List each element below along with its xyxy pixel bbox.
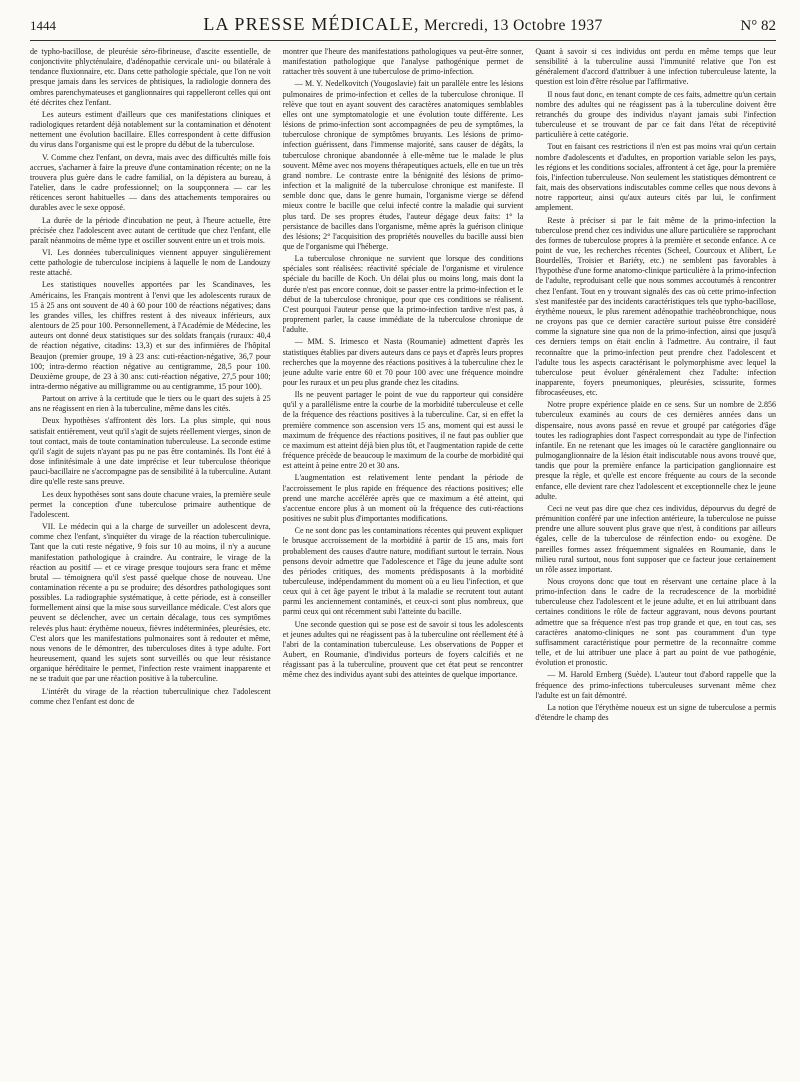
- paragraph: L'intérêt du virage de la réaction tuberculinique chez l'adolescent comme chez l'enfant est donc de: [30, 686, 271, 706]
- paragraph: — M. Harold Ernberg (Suède). L'auteur tout d'abord rappelle que la fréquence des primo-infections tuberculeuses survenant même chez l'adulte est un fait démontré.: [535, 670, 776, 700]
- text-column-3: [535, 47, 776, 1073]
- paragraph: Quant à savoir si ces individus ont perdu en même temps que leur sensibilité à la tuberculine aussi l'immunité relative que l'on est généralement d'accord d'attribuer à une infection tuberculeuse latente, la question est loin d'être résolue par l'affirmative.: [535, 47, 776, 87]
- paragraph: Nous croyons donc que tout en réservant une certaine place à la primo-infection dans le cadre de la recrudescence de la morbidité tuberculeuse chez l'adolescent et le jeune adulte, et en lui attribuant dans certaines conditions le rôle de facteur aggravant, nous devons pourtant admettre que sa fréquence n'est pas trop grande et que, en tout cas, ses caractères anatomo-cliniques ne sont pas couramment d'un type suffisamment caractéristique pour permettre de la reconnaître comme telle, et de lui attribuer une place à part au point de vue pathogénie, évolution et pronostic.: [535, 576, 776, 668]
- paragraph: VII. Le médecin qui a la charge de surveiller un adolescent devra, comme chez l'enfant, s'inquiéter du virage de la réaction tuberculinique. Tant que la cuti reste négative, 9 fois sur 10 au moins, il n'y a aucune manifestation pathologique à craindre. Au contraire, le virage de la réaction au positif — et ce virage presque toujours sera franc et même brutal — témoignera qu'il s'est passé quelque chose de nouveau. Une contamination récente a pu se produire; des désordres pathologiques sont possibles. La radiographie systématique, à cette période, est à conseiller formellement ainsi que la mise sous surveillance médicale. C'est alors que peuvent se déclencher, avec un certain décalage, tous ces symptômes relevés plus haut: érythème noueux, fièvres indéterminées, pleurésies, etc. C'est alors que les manifestations pulmonaires sont à redouter et même, nous venons de le démontrer, des tuberculoses dites à type adulte. Fort heureusement, quand les sujets sont surveillés ou que leur résistance organique héréditaire le permet, l'infection reste vraiment inapparente et ne se traduit que par une réaction positive à la tuberculine.: [30, 522, 271, 684]
- paragraph: Ceci ne veut pas dire que chez ces individus, dépourvus du degré de prémunition conféré par une infection antérieure, la tuberculose ne puisse prendre une allure souvent plus grave que n'est, à conditions par ailleurs égales, celle de la tuberculose de réinfection endo- ou exogène. De pareilles formes assez fréquemment signalées en Roumanie, dans le milieu rural surtout, nous font supposer que ce facteur joue certainement un rôle assez important.: [535, 503, 776, 574]
- paragraph: Partout on arrive à la certitude que le tiers ou le quart des sujets à 25 ans ne réagissent en rien à la tuberculine, même dans les cités.: [30, 394, 271, 414]
- article-columns: [30, 47, 776, 1073]
- paragraph: Deux hypothèses s'affrontent dès lors. La plus simple, qui nous satisfait entièrement, veut qu'il s'agit de sujets réellement vierges, sinon de tout contact, mais de toute contamination tuberculeuse. La seconde estime qu'il s'agit de sujets n'ayant pas pu ne pas être contaminés. Ils l'ont été à dose infinitésimale à une date imprécise et leur tuberculose théorique pauci-bacillaire ne s'accompagne pas de sensibilité à la tuberculine. Autant dire qu'elle reste sans preuve.: [30, 416, 271, 487]
- paragraph: La tuberculose chronique ne survient que lorsque des conditions spéciales sont réalisées: réactivité spéciale de l'organisme et virulence spéciale du bacille de Koch. Un délai plus ou moins long, mais dont la durée n'est pas encore connue, doit se passer entre la primo-infection et le début de la tuberculose chronique, pour que ces conditions se réalisent. C'est pourquoi l'auteur pense que la primo-infection tardive n'est pas, à proprement parler, la cause immédiate de la tuberculose chronique de l'adulte.: [282, 254, 524, 335]
- masthead: [90, 14, 716, 35]
- paragraph: V. Comme chez l'enfant, on devra, mais avec des difficultés mille fois accrues, s'acharner à faire la preuve d'une contamination récente; on ne la trouvera plus guère dans le cadre familial, on la dépistera au bureau, à l'atelier, dans le cadre professionnel; on la soupçonnera — car les réticences seront habituelles — dans des attachements temporaires ou durables avec le sexe opposé.: [30, 152, 271, 213]
- paragraph: Une seconde question qui se pose est de savoir si tous les adolescents et jeunes adultes qui ne réagissent pas à la tuberculine ont réellement été à l'abri de la contamination tuberculeuse. Les observations de Popper et Aubert, en Roumanie, d'individus porteurs de foyers calcifiés et ne réagissant pas à la tuberculine, prouvent que cet état peut se rencontrer même chez des individus ayant subi des atteintes de quelque importance.: [282, 619, 524, 680]
- paragraph: VI. Les données tuberculiniques viennent appuyer singulièrement cette pathologie de tuberculose incipiens à laquelle le nom de Landouzy reste attaché.: [30, 247, 271, 278]
- paragraph: montrer que l'heure des manifestations pathologiques va peut-être sonner, manifestation pathologique que l'analyse pathogénique permet de rattacher très souvent à une tuberculose de primo-infection.: [282, 47, 524, 77]
- paragraph: La notion que l'érythème noueux est un signe de tuberculose a permis d'étendre le champ des: [535, 702, 776, 722]
- issue-date: Mercredi, 13 Octobre 1937: [423, 17, 603, 34]
- text-column-1: [30, 47, 271, 1073]
- journal-title: LA PRESSE MÉDICALE,: [203, 14, 420, 34]
- paragraph: — MM. S. Irimesco et Nasta (Roumanie) admettent d'après les statistiques établies par divers auteurs dans ce pays et d'après leurs propres recherches que la moyenne des réactions positives à la tuberculine chez le jeune adulte varie entre 60 et 70 pour 100 avec une fréquence moindre pour les ruraux et un peu plus grande chez les citadins.: [282, 337, 524, 387]
- paragraph: de typho-bacillose, de pleurésie séro-fibrineuse, d'ascite essentielle, de conjonctivite phlycténulaire, d'adénopathie cervicale uni- ou bilatérale à tendance fluxionnaire, etc. Dans cette pathologie spéciale, que l'on ne voit presque jamais dans les services de phtisiques, la radiologie donnera des ombres parenchymateuses et ganglionnaires qui rappelleront celles qui ont été décrites chez l'enfant.: [30, 47, 271, 107]
- paragraph: Les auteurs estiment d'ailleurs que ces manifestations cliniques et radiologiques retardent déjà notablement sur la contamination et dénotent nettement une évolution bacillaire. Elles correspondent à cette diffusion du virus dans l'organisme qui est le propre du début de la tuberculose.: [30, 109, 271, 150]
- text-column-2: [283, 47, 524, 1073]
- page-number: 1444: [30, 18, 56, 33]
- paragraph: Reste à préciser si par le fait même de la primo-infection la tuberculose prend chez ces individus une allure particulière se rapprochant des formes de tuberculose propres à la première et seconde enfance. A ce point de vue, les recherches récentes (Scheel, Courcoux et Alibert, Le Bourdellès, Troisier et Bariéty, etc.) ne semblent pas favorables à l'hypothèse d'une forme anatomo-clinique particulière à la primo-infection de l'adulte, reproduisant celle que nous sommes accoutumés à rencontrer chez l'enfant. Tout en y trouvant signalés des cas où cette primo-infection s'est manifestée par des incidents caractéristiques tels que typho-bacillose, érythème noueux, le plus rarement adénopathie trachéobronchique, nous ne croyons pas que ce dernier caractère surtout puisse être considéré comme la signature sine qua non de la primo-infection, ainsi que jusqu'à ces derniers temps on était enclin à l'admettre. Au contraire, il faut reconnaître que la primo-infection peut prendre chez l'adolescent et l'adulte tous les aspects caractérisant le polymorphisme avec lequel la tuberculose peut évoluer généralement chez l'adulte: infection inapparente, foyers pneumoniques, pleurésies, scissurite, formes fibrocaséeuses, etc.: [535, 215, 776, 398]
- paragraph: Les statistiques nouvelles apportées par les Scandinaves, les Américains, les Français montrent à l'envi que les adolescents ruraux de 15 à 25 ans ont souvent de 40 à 60 pour 100 de réactions négatives; dans les grandes villes, les chiffres restent à des niveaux inférieurs, aux alentours de 25 pour 100. Personnellement, à l'Académie de Médecine, les auteurs ont donné deux statistiques sur des soldats français (ruraux: 40,4 de réaction négative, citadins: 13,3) et sur des infirmières de l'hôpital Beaujon (premier groupe, 19 à 23 ans: cuti-réaction-négative, 36,7 pour 100; intra-dermo réaction négative au centigramme, 28,5 pour 100. Deuxième groupe, de 23 à 30 ans: cuti-réaction négative, 27,5 pour 100; intra-dermo négative au milligramme ou au centigramme, 15 pour 100).: [30, 280, 271, 391]
- paragraph: Tout en faisant ces restrictions il n'en est pas moins vrai qu'un certain nombre d'adolescents et d'adultes, en proportion variable selon les pays, les régions et les conditions sociales, affrontent à cet âge, pour la première fois, l'infection tuberculeuse. Non seulement les statistiques démontrent ce fait, mais des observations indiscutables comme celles que nous devons à notre rapporteur, ainsi qu'aux auteurs cités par lui, le confirment amplement.: [535, 142, 776, 213]
- page-header: [30, 14, 776, 41]
- paragraph: — M. Y. Nedelkovitch (Yougoslavie) fait un parallèle entre les lésions pulmonaires de primo-infection et celles de la tuberculose chronique. Il relève que tout en ayant souvent des caractères anatomiques semblables elles ont une symptomatologie et une évolution toute différente. Les lésions de primo-infection sont accompagnées de peu de symptômes, la tuberculose chronique de symptômes bruyants. Les lésions de primo-infection guérissent, dans l'immense majorité, sans causer de dégâts, la tuberculose chronique abandonnée à elle-même tue le malade le plus souvent. Même avec nos moyens thérapeutiques actuels, elle en tue un très grand nombre. Le contraste entre la bénignité des lésions de primo-infection et la malignité de la tuberculose chronique est manifeste. Il semble donc que, dans le genre humain, l'organisme vierge se défend mieux contre le bacille que celui infecté contre la maladie qui survient plus tard. De ses propres études, l'auteur dégage deux faits: 1° la persistance de bacilles dans l'organisme, même après la guérison clinique des lésions; 2° l'acquisition des propriétés nouvelles du bacille aussi bien que de l'organisme qui l'héberge.: [282, 79, 524, 251]
- paragraph: Ils ne peuvent partager le point de vue du rapporteur qui considère qu'il y a parallélisme entre la courbe de la morbidité tuberculeuse et celle de la fréquence des réactions positives à la tuberculine. Car, si en effet la première commence son ascension vers 15 ans, moment qui est aussi le maximum de fréquence des réactions positives, il ne faut pas oublier que ce maximum est atteint déjà bien plus tôt, et l'augmentation rapide de cette fréquence précède de beaucoup le maximum de la courbe de morbidité qui est atteint à peine entre 20 et 30 ans.: [282, 390, 524, 471]
- paragraph: L'augmentation est relativement lente pendant la période de l'accroissement le plus rapide en fréquence des réactions positives; elle prend une marche accélérée après que ce maximum a été atteint, qui s'accentue encore plus à un moment où la fréquence des cuti-réactions positives ne subit plus d'importantes modifications.: [282, 473, 524, 524]
- paragraph: La durée de la période d'incubation ne peut, à l'heure actuelle, être précisée chez l'adolescent avec autant de certitude que chez l'enfant, elle paraît néanmoins de même type et osciller souvent entre un et trois mois.: [30, 215, 271, 245]
- paragraph: Ce ne sont donc pas les contaminations récentes qui peuvent expliquer le brusque accroissement de la morbidité à partir de 15 ans, mais fort probablement des causes d'autre nature, modifiant surtout le terrain. Nous pensons devoir admettre que l'adolescence et l'âge du jeune adulte sont des périodes critiques, des moments prédisposants à la morbidité tuberculeuse, indépendamment du moment où a eu lieu l'infection, et que ceux qui à cet âge payent le tribut à la maladie se recrutent tout autant parmi les anciennement contaminés, et ceux-ci sont plus nombreux, que parmi ceux qui ont récemment subi l'atteinte du bacille.: [282, 526, 524, 617]
- paragraph: Il nous faut donc, en tenant compte de ces faits, admettre qu'un certain nombre des adultes qui ne réagissent pas à la tuberculine doivent être retranchés du groupe des individus n'ayant jamais subi l'infection tuberculeuse et se trouvant de par ce fait dans l'état de réceptivité particulière à cette catégorie.: [535, 89, 776, 140]
- paragraph: Notre propre expérience plaide en ce sens. Sur un nombre de 2.856 tuberculeux examinés au cours de ces dernières années dans un dispensaire, nous avons passé en revue et groupé par catégories d'âge toutes les radiographies dont l'aspect correspondait au type de l'infection infantile. En ne retenant que les images où le caractère ganglionnaire ou pulmoganglionnaire de la lésion était indiscutable nous avons trouvé que, tandis que pour la première enfance la participation ganglionnaire est presque la règle, et qu'elle est encore fréquente au cours de la seconde enfance, elle devient rare chez l'adolescent et exceptionnelle chez le jeune adulte.: [535, 400, 776, 501]
- issue-number: N° 82: [740, 18, 776, 34]
- paragraph: Les deux hypothèses sont sans doute chacune vraies, la première seule permet la conception d'une tuberculose primaire authentique de l'adolescent.: [30, 489, 271, 519]
